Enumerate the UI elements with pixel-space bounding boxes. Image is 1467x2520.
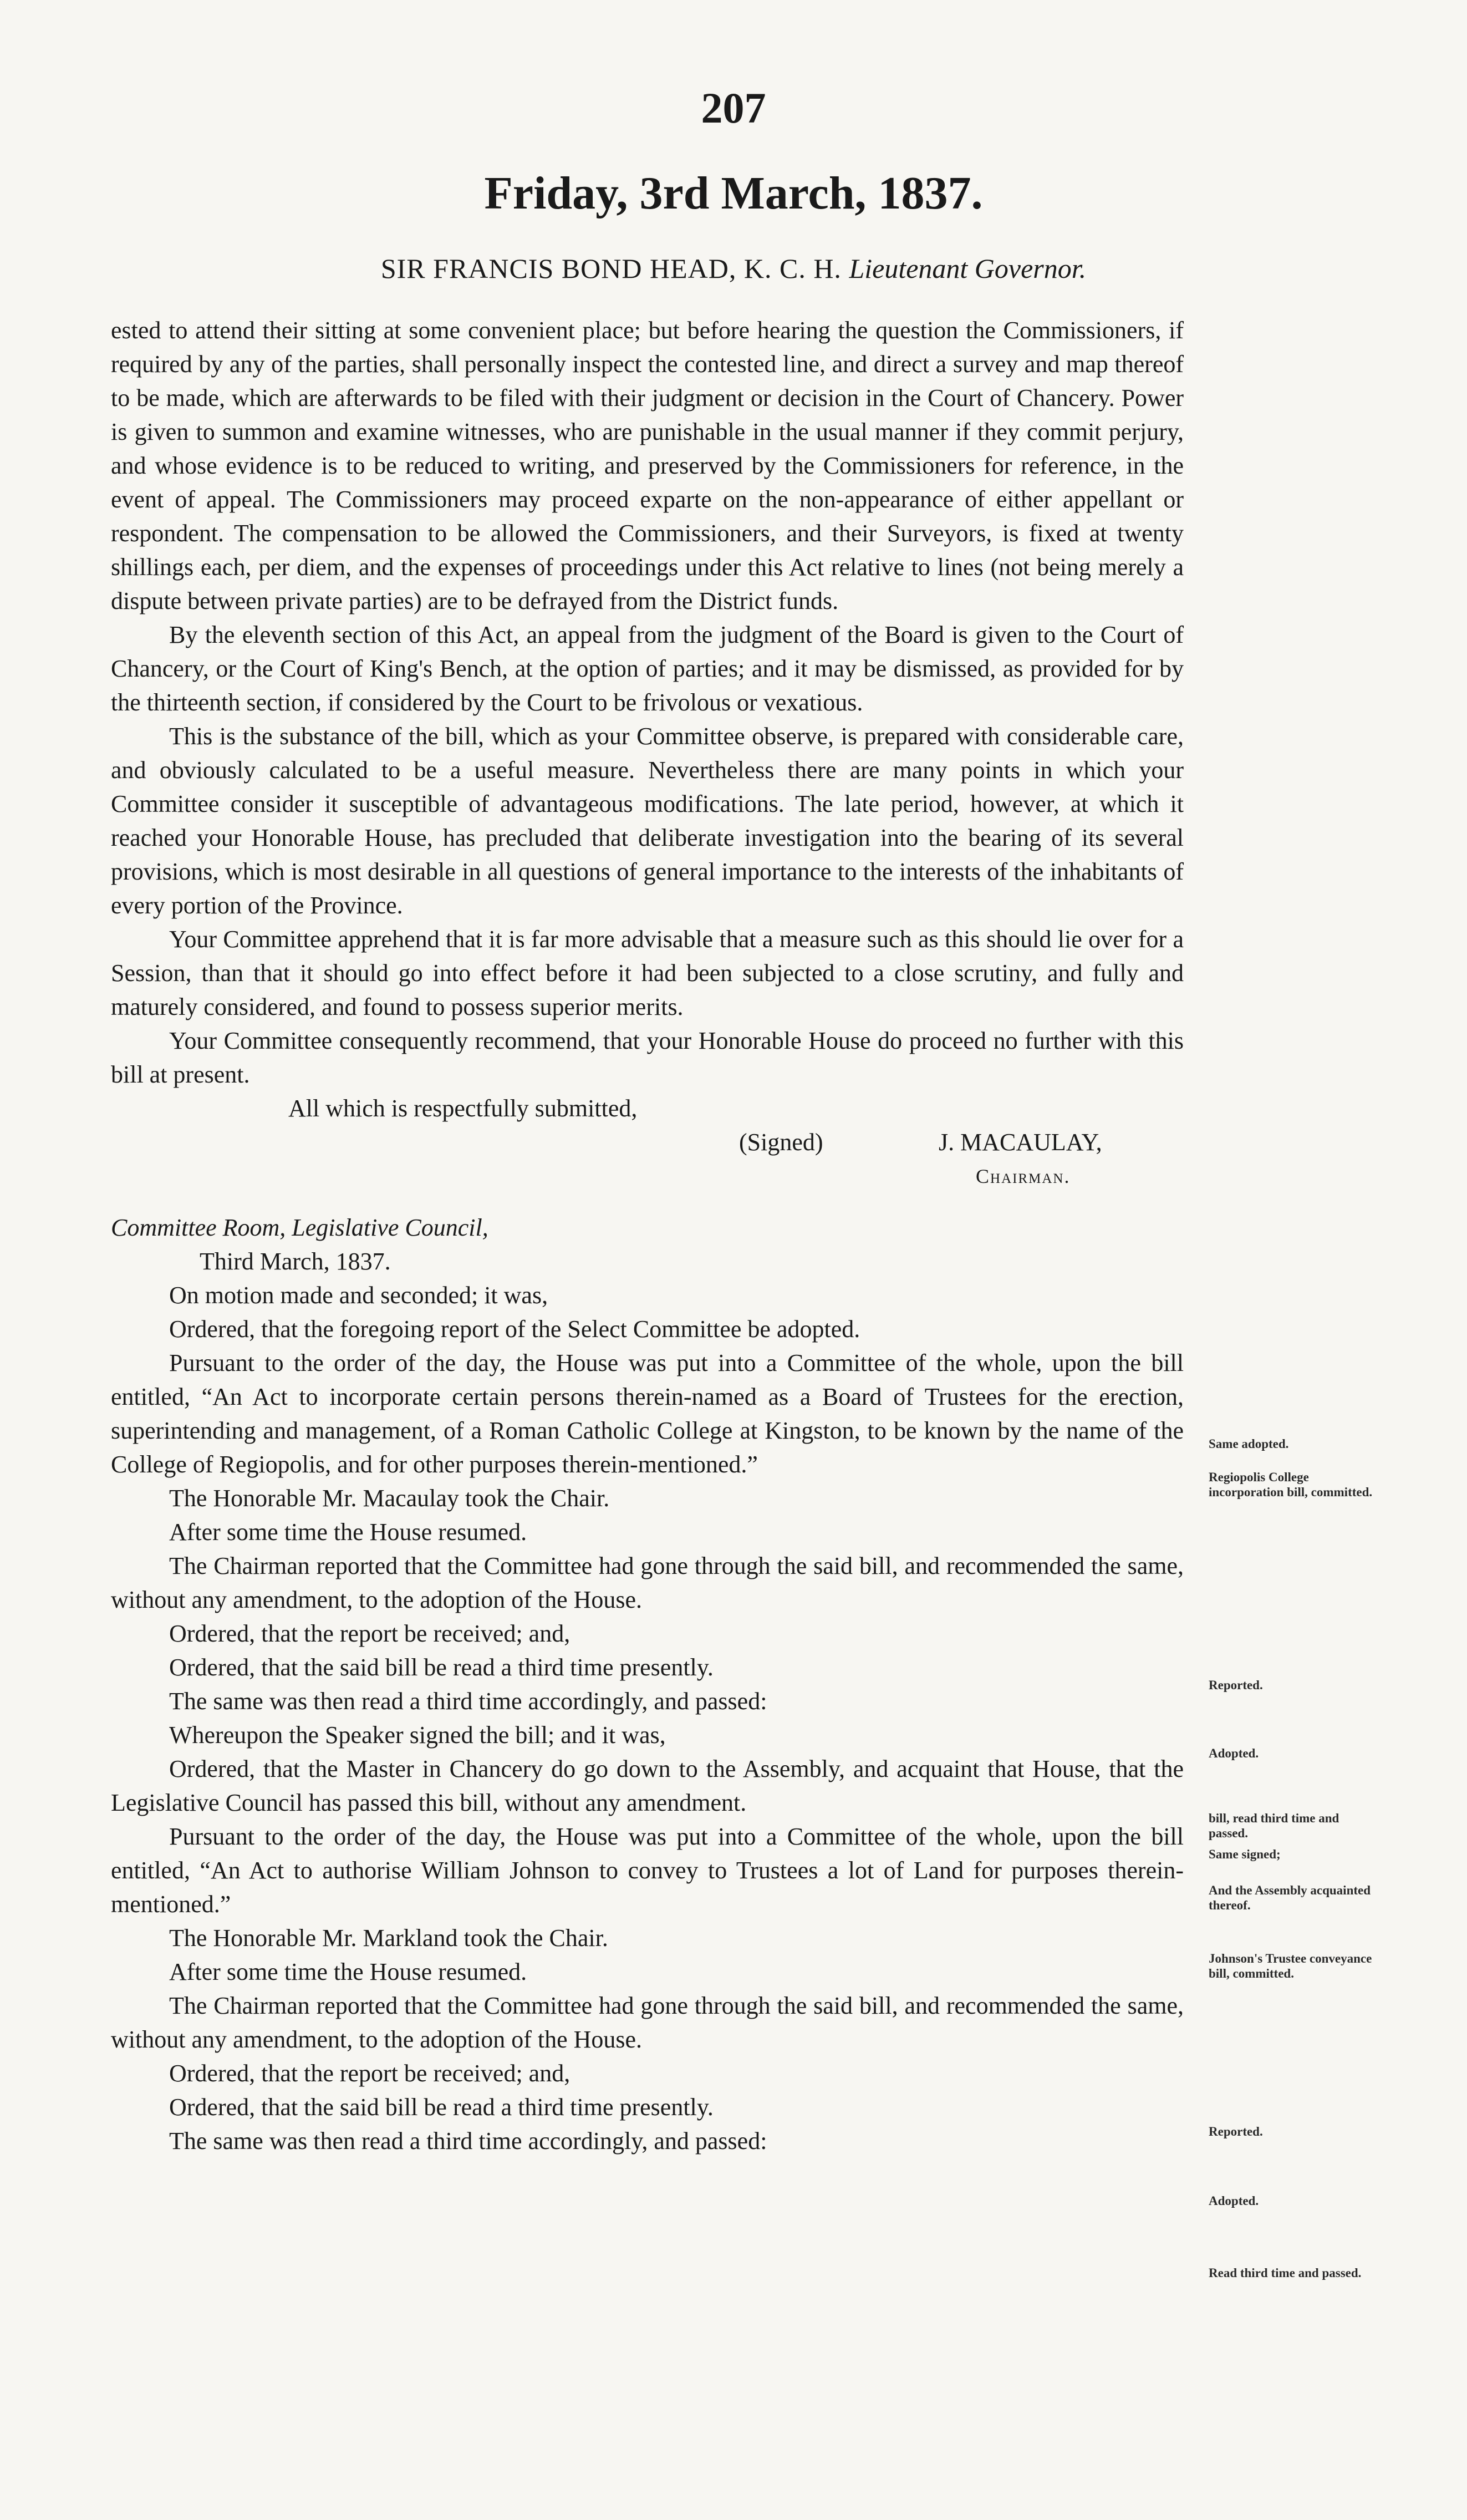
proceeding: The Honorable Mr. Markland took the Chair. — [169, 1924, 608, 1952]
governor-name: SIR FRANCIS BOND HEAD, K. C. H. — [380, 253, 842, 284]
margin-note: Same adopted. — [1209, 1437, 1289, 1451]
proceeding: The same was then read a third time accordingly, and passed: — [169, 1688, 767, 1715]
proceeding: The Honorable Mr. Macaulay took the Chair. — [169, 1485, 610, 1512]
page-number: 207 — [701, 84, 766, 132]
margin-note: Adopted. — [1209, 1746, 1259, 1760]
proceeding: After some time the House resumed. — [169, 1518, 527, 1546]
report-body — [111, 313, 1184, 2158]
proceeding: Ordered, that the said bill be read a third time presently. — [169, 2094, 714, 2121]
committee-date: Third March, 1837. — [200, 1248, 391, 1275]
margin-note: Regiopolis College incorporation bill, committed. — [1209, 1470, 1373, 1499]
signature-block — [111, 1125, 1184, 1197]
date-heading: Friday, 3rd March, 1837. — [484, 167, 983, 219]
proceeding: Ordered, that the foregoing report of the Select Committee be adopted. — [169, 1315, 860, 1343]
proceeding: Ordered, that the report be received; and, — [169, 1620, 570, 1647]
proceeding: The same was then read a third time accordingly, and passed: — [169, 2127, 767, 2155]
proceeding: Ordered, that the said bill be read a third time presently. — [169, 1654, 714, 1681]
signatory-role: Chairman. — [976, 1165, 1071, 1187]
margin-note: Reported. — [1209, 1678, 1263, 1692]
margin-note: Adopted. — [1209, 2194, 1259, 2208]
closing-line: All which is respectfully submitted, — [288, 1095, 638, 1122]
margin-note: Reported. — [1209, 2125, 1263, 2138]
proceeding: On motion made and seconded; it was, — [169, 1282, 548, 1309]
signatory-name: J. MACAULAY, — [939, 1129, 1102, 1156]
proceeding: The Chairman reported that the Committee had gone through the said bill, and recommended the same, without any amendment, to the adoption of the House. — [111, 1552, 1184, 1613]
margin-note: bill, read third time and passed. — [1209, 1811, 1339, 1840]
governor-title: Lieutenant Governor. — [849, 253, 1087, 284]
paragraph: By the eleventh section of this Act, an appeal from the judgment of the Board is given to the Court of Chancery, or the Court of King's Bench, at the option of parties; and it may be dismissed, as provided for by the thirteenth section, if considered by the Court to be frivolous or vexatious. — [111, 621, 1184, 716]
margin-note: Same signed; — [1209, 1847, 1281, 1861]
proceeding: Pursuant to the order of the day, the House was put into a Committee of the whole, upon the bill entitled, “An Act to authorise William Johnson to convey to Trustees a lot of Land for purposes therein-mentioned.” — [111, 1823, 1184, 1918]
signed-label: (Signed) — [739, 1129, 823, 1156]
proceeding: Pursuant to the order of the day, the House was put into a Committee of the whole, upon the bill entitled, “An Act to incorporate certain persons therein-named as a Board of Trustees for the erection, superintending and management, of a Roman Catholic College at Kingston, to be known by the name of the College of Regiopolis, and for other purposes therein-mentioned.” — [111, 1349, 1184, 1478]
governor-line — [0, 252, 1467, 284]
paragraph: ested to attend their sitting at some convenient place; but before hearing the question the Commissioners, if required by any of the parties, shall personally inspect the contested line, and direct a survey and map thereof to be made, which are afterwards to be filed with their judgment or decision in the Court of Chancery. Power is given to summon and examine witnesses, who are punishable in the usual manner if they commit perjury, and whose evidence is to be reduced to writing, and preserved by the Commissioners for reference, in the event of appeal. The Commissioners may proceed exparte on the non-appearance of either appellant or respondent. The compensation to be allowed the Commissioners, and their Surveyors, is fixed at twenty shillings each, per diem, and the expenses of proceedings under this Act relative to lines (not being merely a dispute between private parties) are to be defrayed from the District funds. — [111, 317, 1184, 614]
proceeding: After some time the House resumed. — [169, 1958, 527, 1985]
proceeding: Ordered, that the Master in Chancery do go down to the Assembly, and acquaint that House, that the Legislative Council has passed this bill, without any amendment. — [111, 1755, 1184, 1816]
margin-note: And the Assembly acquainted thereof. — [1209, 1883, 1371, 1912]
proceeding: Whereupon the Speaker signed the bill; and it was, — [169, 1721, 666, 1749]
committee-room: Committee Room, Legislative Council, — [111, 1214, 488, 1241]
paragraph: This is the substance of the bill, which as your Committee observe, is prepared with considerable care, and obviously calculated to be a useful measure. Nevertheless there are many points in which your Committee consider it susceptible of advantageous modifications. The late period, however, at which it reached your Honorable House, has precluded that deliberate investigation into the bearing of its several provisions, which is most desirable in all questions of general importance to the interests of the inhabitants of every portion of the Province. — [111, 723, 1184, 919]
paragraph: Your Committee apprehend that it is far more advisable that a measure such as this should lie over for a Session, than that it should go into effect before it had been subjected to a close scrutiny, and fully and maturely considered, and found to possess superior merits. — [111, 926, 1184, 1020]
paragraph: Your Committee consequently recommend, that your Honorable House do proceed no further with this bill at present. — [111, 1027, 1184, 1088]
margin-note: Read third time and passed. — [1209, 2266, 1362, 2280]
proceeding: The Chairman reported that the Committee had gone through the said bill, and recommended the same, without any amendment, to the adoption of the House. — [111, 1992, 1184, 2053]
margin-note: Johnson's Trustee conveyance bill, committed. — [1209, 1952, 1372, 1980]
proceeding: Ordered, that the report be received; and, — [169, 2060, 570, 2087]
